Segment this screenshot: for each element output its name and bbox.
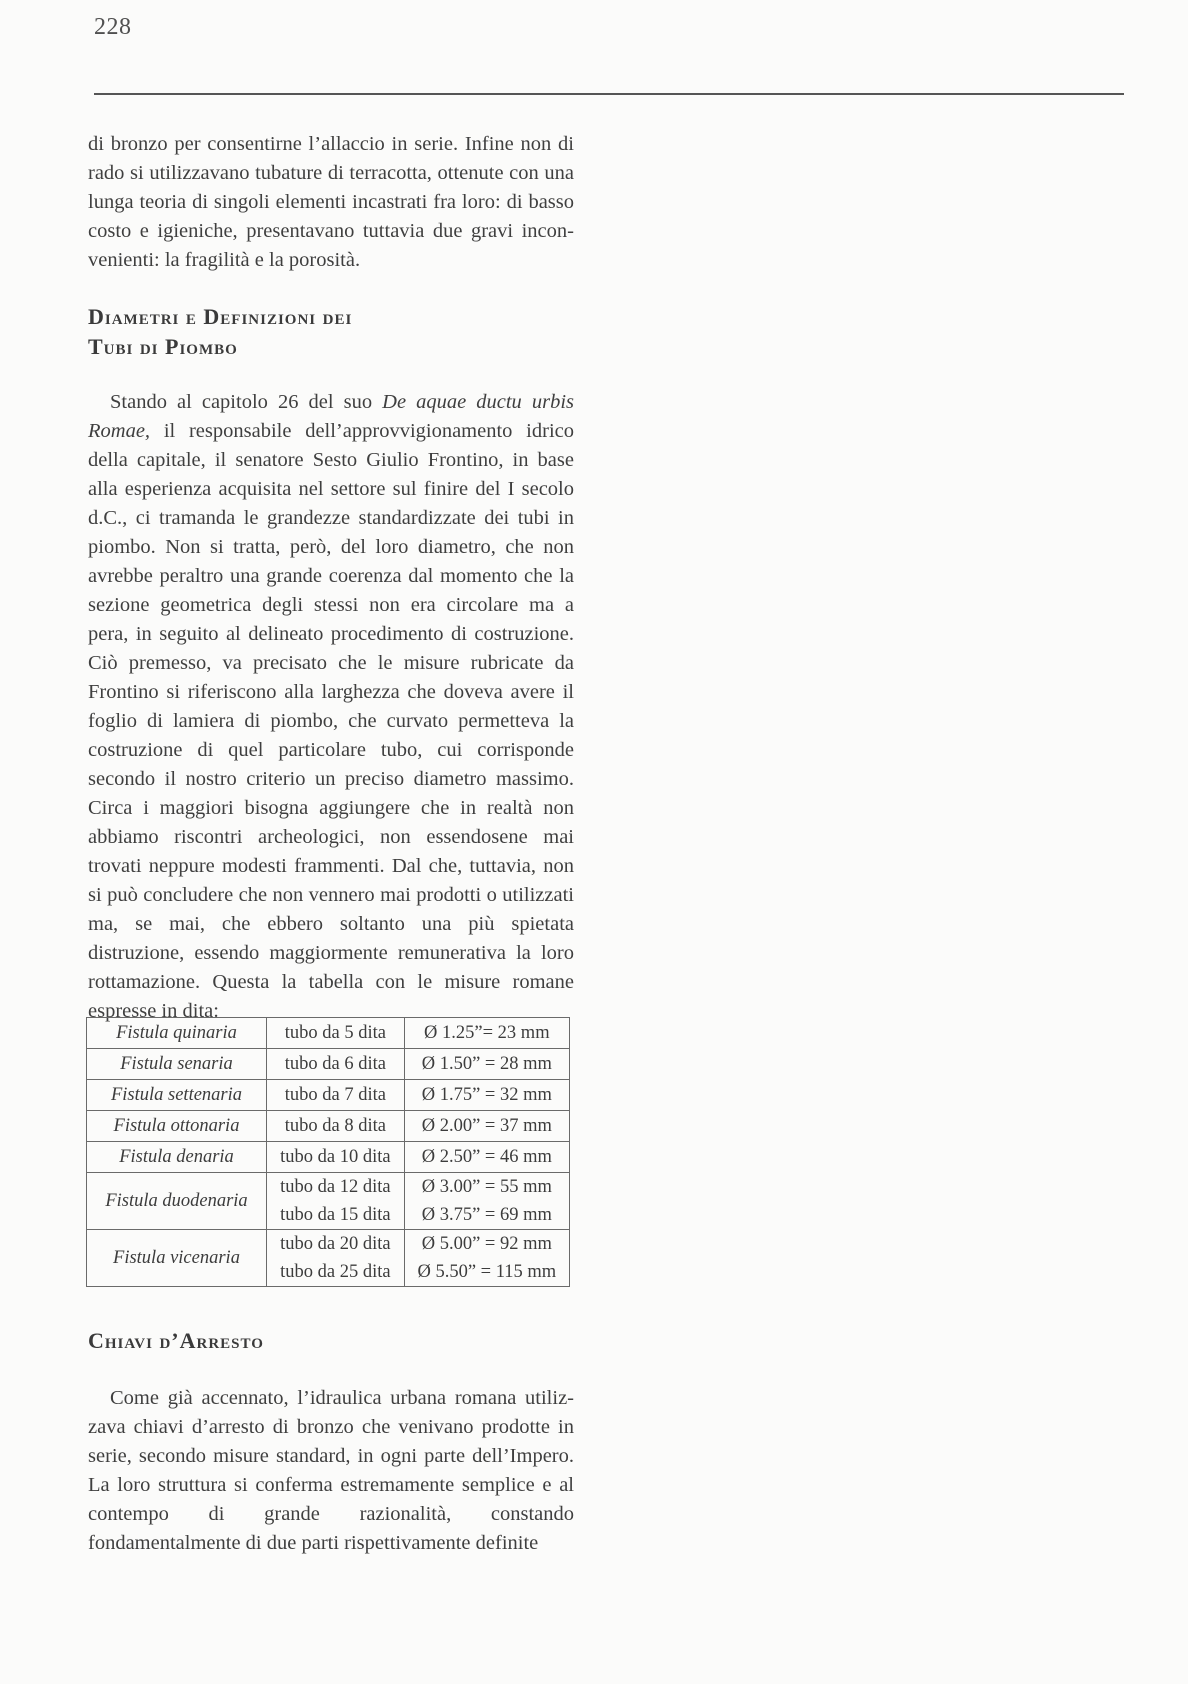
- pipe-name-cell: Fistula quinaria: [87, 1018, 267, 1049]
- section1-heading: [88, 302, 574, 362]
- section2-heading: Chiavi d’Arresto: [88, 1328, 264, 1353]
- pipe-name-cell: Fistula denaria: [87, 1142, 267, 1173]
- intro-block: [88, 130, 574, 275]
- section1-heading-line1: Diametri e Definizioni dei: [88, 304, 353, 329]
- section1-body: [88, 388, 574, 1026]
- diameter-text: Ø 3.00” = 55 mm: [421, 1177, 552, 1197]
- tube-size-text: tubo da 8 dita: [284, 1116, 386, 1136]
- section1-text-rest: il responsabile dell’approvvigionamento idrico della capitale, il senatore Sesto Giulio Frontino, in base alla esperienza acquisita nel settore sul finire del I secolo d.C., ci tramanda le grandezze standardizzate dei tubi in piombo. Non si tratta, però, del loro diametro, che non avrebbe peraltro una grande coerenza dal momento che la sezione geometrica degli stessi non era circolare ma a pera, in seguito al delineato procedimento di costruzione. Ciò premesso, va precisato che le misure rubricate da Frontino si riferiscono alla larghezza che doveva avere il foglio di lamiera di piombo, che curvato permetteva la costruzione di quel particolare tubo, cui corrisponde secondo il nostro criterio un preciso diametro massimo. Circa i maggiori bisogna aggiungere che in realtà non abbiamo riscontri archeologici, non essendosene mai trovati neppure modesti frammenti. Dal che, tuttavia, non si può concludere che non vennero mai prodotti o utilizzati ma, se mai, che ebbero soltanto una più spietata distruzione, essendo maggiormente remunerativa la loro rottamazione. Questa la tabella con le misure romane espresse in dita:: [88, 420, 574, 1022]
- diameter-text: Ø 5.50” = 115 mm: [417, 1262, 557, 1282]
- diameter-text: Ø 5.00” = 92 mm: [421, 1234, 552, 1254]
- tube-size-text: tubo da 20 dita: [280, 1234, 391, 1254]
- tube-size-text: tubo da 12 dita: [280, 1177, 391, 1197]
- tube-size-cell: [267, 1049, 405, 1080]
- section1-text-title: De aquae ductu urbis Romae,: [88, 391, 575, 442]
- table-row: [87, 1173, 570, 1230]
- pipe-name-cell: Fistula vicenaria: [87, 1230, 267, 1287]
- tube-size-cell: [267, 1018, 405, 1049]
- tube-size-cell: [267, 1080, 405, 1111]
- tube-size-text: tubo da 5 dita: [284, 1023, 386, 1043]
- diameter-text: Ø 2.00” = 37 mm: [421, 1116, 552, 1136]
- tube-size-cell: [267, 1173, 405, 1230]
- section1-heading-line2: Tubi di Piombo: [88, 334, 238, 359]
- table-row: [87, 1049, 570, 1080]
- diameter-text: Ø 2.50” = 46 mm: [421, 1147, 552, 1167]
- tube-size-cell: [267, 1230, 405, 1287]
- section1-text-start: Stando al capitolo 26 del suo: [110, 391, 383, 413]
- pipe-name-cell: Fistula ottonaria: [87, 1111, 267, 1142]
- header-rule: [94, 93, 1124, 95]
- diameter-cell: [404, 1080, 569, 1111]
- tube-size-text: tubo da 10 dita: [280, 1147, 391, 1167]
- tube-size-text: tubo da 6 dita: [284, 1054, 386, 1074]
- diameter-text: Ø 1.50” = 28 mm: [421, 1054, 552, 1074]
- tube-size-text: tubo da 25 dita: [280, 1262, 391, 1282]
- tube-size-text: tubo da 7 dita: [284, 1085, 386, 1105]
- diameter-cell: [404, 1018, 569, 1049]
- table-row: [87, 1018, 570, 1049]
- diameter-cell: [404, 1142, 569, 1173]
- diameter-cell: [404, 1230, 569, 1287]
- tube-size-text: tubo da 15 dita: [280, 1205, 391, 1225]
- pipe-size-table: [86, 1017, 570, 1287]
- section1-heading-block: [88, 302, 574, 362]
- diameter-text: Ø 3.75” = 69 mm: [421, 1205, 552, 1225]
- table-row: [87, 1230, 570, 1287]
- tube-size-cell: [267, 1142, 405, 1173]
- pipe-name-cell: Fistula senaria: [87, 1049, 267, 1080]
- table-row: [87, 1111, 570, 1142]
- section1-paragraph: [88, 388, 574, 1026]
- diameter-text: Ø 1.25”= 23 mm: [424, 1023, 550, 1043]
- diameter-text: Ø 1.75” = 32 mm: [421, 1085, 552, 1105]
- intro-paragraph: di bronzo per consentirne l’allaccio in serie. Infine non di rado si utilizzavano tubature di terracotta, ottenute con una lunga teoria di singoli elementi incastrati fra loro: di basso costo e igieniche, presentavano tuttavia due gravi inconvenienti: la fragilità e la porosità.: [88, 133, 574, 271]
- pipe-name-cell: Fistula settenaria: [87, 1080, 267, 1111]
- diameter-cell: [404, 1111, 569, 1142]
- table-row: [87, 1080, 570, 1111]
- diameter-cell: [404, 1049, 569, 1080]
- pipe-size-table-body: [87, 1018, 570, 1287]
- section2-heading-block: [88, 1326, 574, 1356]
- table-row: [87, 1142, 570, 1173]
- page-number: 228: [94, 14, 132, 40]
- section2-text: Come già accennato, l’idraulica urbana romana utilizzava chiavi d’arresto di bronzo che venivano prodotte in serie, secondo misure standard, in ogni parte dell’Impero. La loro struttura si conferma estremamente semplice e al contempo di grande razionalità, constando fondamentalmente di due parti rispettivamente definite: [88, 1387, 574, 1554]
- pipe-name-cell: Fistula duodenaria: [87, 1173, 267, 1230]
- section2-body: [88, 1384, 574, 1558]
- tube-size-cell: [267, 1111, 405, 1142]
- diameter-cell: [404, 1173, 569, 1230]
- section2-paragraph: [88, 1384, 574, 1558]
